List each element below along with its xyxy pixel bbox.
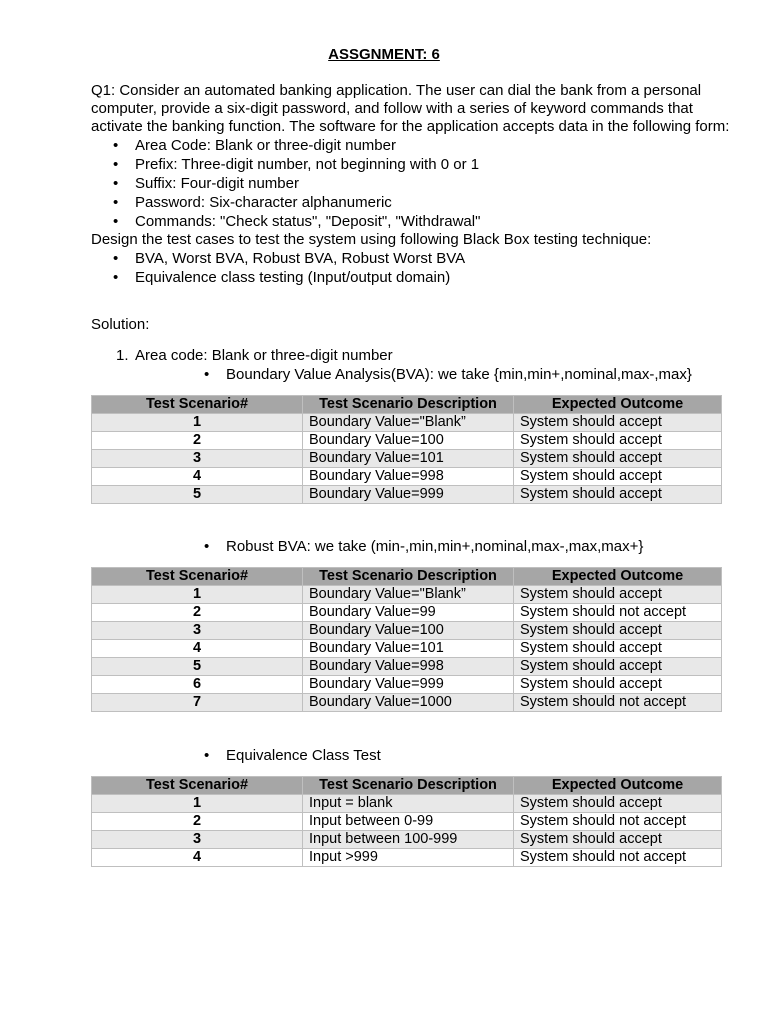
table-row (92, 586, 722, 604)
scenario-description: Boundary Value=1000 (303, 694, 514, 712)
header-outcome: Expected Outcome (514, 396, 722, 414)
scenario-description: Boundary Value=100 (303, 622, 514, 640)
table-row (92, 622, 722, 640)
expected-outcome: System should accept (514, 831, 722, 849)
scenario-description: Boundary Value=998 (303, 658, 514, 676)
header-outcome: Expected Outcome (514, 568, 722, 586)
scenario-description: Boundary Value="Blank” (303, 414, 514, 432)
solution-label: Solution: (91, 316, 150, 333)
scenario-description: Input >999 (303, 849, 514, 867)
scenario-description: Boundary Value=999 (303, 486, 514, 504)
equivalence-heading: • Equivalence Class Test (91, 746, 731, 765)
robust-section (91, 537, 731, 556)
input-spec-item: • Area Code: Blank or three-digit number (91, 136, 731, 155)
scenario-number: 3 (92, 831, 303, 849)
scenario-number: 2 (92, 432, 303, 450)
table-row (92, 640, 722, 658)
table-row (92, 432, 722, 450)
scenario-description: Boundary Value=101 (303, 450, 514, 468)
input-spec-item: • Commands: "Check status", "Deposit", "Withdrawal" (91, 212, 731, 231)
table-row (92, 450, 722, 468)
expected-outcome: System should accept (514, 622, 722, 640)
header-scenario: Test Scenario# (92, 568, 303, 586)
scenario-number: 3 (92, 450, 303, 468)
scenario-number: 1 (92, 795, 303, 813)
table-row (92, 658, 722, 676)
scenario-number: 5 (92, 658, 303, 676)
header-scenario: Test Scenario# (92, 777, 303, 795)
table-row (92, 795, 722, 813)
expected-outcome: System should accept (514, 432, 722, 450)
input-spec-item: • Prefix: Three-digit number, not beginning with 0 or 1 (91, 155, 731, 174)
table-row (92, 676, 722, 694)
robust-heading: • Robust BVA: we take (min-,min,min+,nominal,max-,max,max+} (91, 537, 731, 556)
expected-outcome: System should accept (514, 795, 722, 813)
scenario-number: 4 (92, 849, 303, 867)
scenario-number: 5 (92, 486, 303, 504)
technique-item: • Equivalence class testing (Input/output domain) (91, 268, 731, 287)
expected-outcome: System should not accept (514, 813, 722, 831)
design-instruction: Design the test cases to test the system using following Black Box testing technique: (91, 231, 652, 248)
bva-table (91, 395, 722, 504)
table-row (92, 486, 722, 504)
question-block (91, 82, 731, 287)
scenario-number: 2 (92, 813, 303, 831)
scenario-number: 2 (92, 604, 303, 622)
scenario-description: Boundary Value=100 (303, 432, 514, 450)
expected-outcome: System should accept (514, 586, 722, 604)
scenario-number: 1 (92, 414, 303, 432)
table-header-row (92, 568, 722, 586)
scenario-description: Boundary Value=99 (303, 604, 514, 622)
bva-heading: • Boundary Value Analysis(BVA): we take {min,min+,nominal,max-,max} (91, 365, 731, 384)
equivalence-table (91, 776, 722, 867)
scenario-description: Boundary Value=999 (303, 676, 514, 694)
scenario-description: Input between 0-99 (303, 813, 514, 831)
scenario-number: 1 (92, 586, 303, 604)
scenario-number: 7 (92, 694, 303, 712)
input-spec-item: • Suffix: Four-digit number (91, 174, 731, 193)
solution-item-text: Area code: Blank or three-digit number (135, 347, 393, 364)
header-outcome: Expected Outcome (514, 777, 722, 795)
expected-outcome: System should not accept (514, 604, 722, 622)
equivalence-section (91, 746, 731, 765)
expected-outcome: System should accept (514, 486, 722, 504)
expected-outcome: System should not accept (514, 849, 722, 867)
technique-item: • BVA, Worst BVA, Robust BVA, Robust Worst BVA (91, 249, 731, 268)
input-spec-item: • Password: Six-character alphanumeric (91, 193, 731, 212)
scenario-number: 4 (92, 640, 303, 658)
scenario-number: 3 (92, 622, 303, 640)
table-row (92, 468, 722, 486)
table-row (92, 831, 722, 849)
scenario-description: Boundary Value="Blank” (303, 586, 514, 604)
robust-bva-table (91, 567, 722, 712)
table-header-row (92, 777, 722, 795)
expected-outcome: System should accept (514, 414, 722, 432)
header-description: Test Scenario Description (303, 777, 514, 795)
solution-item-number: 1. (116, 347, 129, 364)
scenario-description: Boundary Value=101 (303, 640, 514, 658)
assignment-title: ASSGNMENT: 6 (328, 46, 440, 63)
expected-outcome: System should accept (514, 468, 722, 486)
table-row (92, 414, 722, 432)
expected-outcome: System should accept (514, 450, 722, 468)
scenario-description: Boundary Value=998 (303, 468, 514, 486)
question-intro: Q1: Consider an automated banking application. The user can dial the bank from a personal computer, provide a six-digit password, and follow with a series of keyword commands that activate the banking function. The software for the application accepts data in the following form: (91, 82, 730, 135)
expected-outcome: System should accept (514, 640, 722, 658)
table-header-row (92, 396, 722, 414)
expected-outcome: System should accept (514, 658, 722, 676)
table-row (92, 849, 722, 867)
solution-item (91, 346, 731, 384)
header-description: Test Scenario Description (303, 568, 514, 586)
header-scenario: Test Scenario# (92, 396, 303, 414)
scenario-description: Input = blank (303, 795, 514, 813)
scenario-description: Input between 100-999 (303, 831, 514, 849)
table-row (92, 604, 722, 622)
table-row (92, 694, 722, 712)
header-description: Test Scenario Description (303, 396, 514, 414)
scenario-number: 4 (92, 468, 303, 486)
scenario-number: 6 (92, 676, 303, 694)
table-row (92, 813, 722, 831)
expected-outcome: System should accept (514, 676, 722, 694)
expected-outcome: System should not accept (514, 694, 722, 712)
